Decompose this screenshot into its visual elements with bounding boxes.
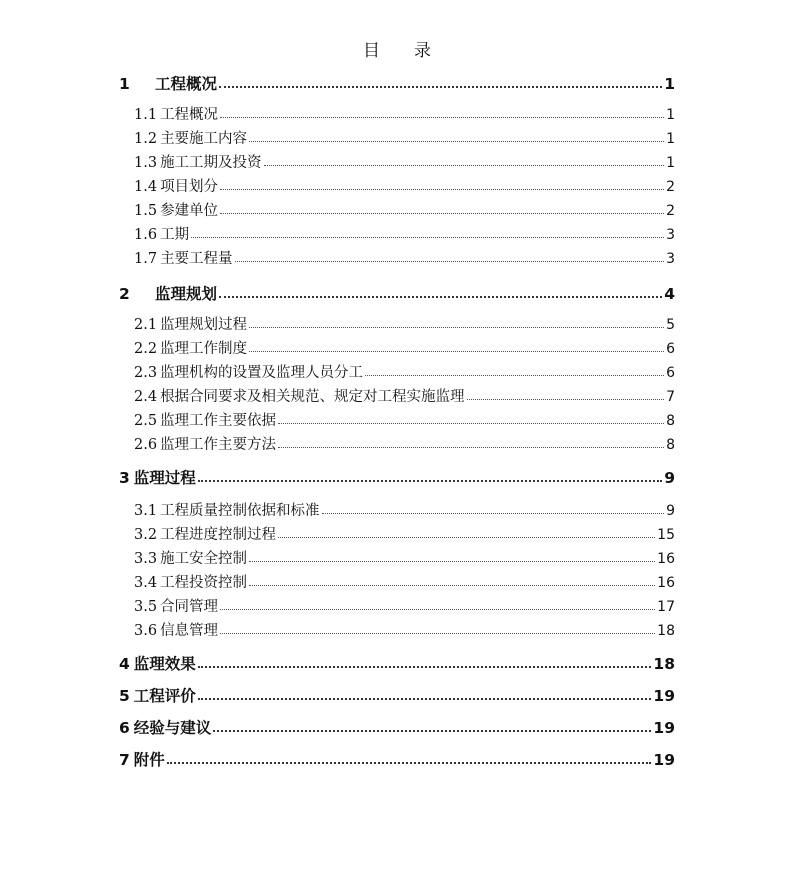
toc-entry-label: 监理规划 [155, 285, 218, 303]
toc-entry-level1[interactable] [119, 652, 675, 674]
dot-leader [278, 537, 655, 538]
toc-entry-label: 经验与建议 [133, 719, 212, 737]
toc-entry-page-number: 16 [657, 551, 675, 567]
toc-entry-page-number: 19 [653, 719, 675, 737]
toc-entry-label: 合同管理 [160, 599, 219, 615]
toc-entry-number: 2.1 [134, 317, 158, 333]
toc-entry-label: 监理工作主要依据 [160, 413, 277, 429]
toc-entry-page-number: 3 [666, 251, 675, 267]
toc-entry-number: 1.3 [134, 155, 158, 171]
toc-entry-level1[interactable] [119, 282, 675, 304]
toc-entry-page-number: 19 [653, 687, 675, 705]
dot-leader [220, 213, 664, 214]
toc-entry-number: 3.5 [134, 599, 158, 615]
toc-entry-number: 6 [119, 719, 130, 737]
toc-entry-number: 3 [119, 469, 130, 487]
dot-leader [235, 261, 665, 262]
toc-entry-level2[interactable] [134, 409, 675, 430]
toc-entry-label: 监理效果 [133, 655, 196, 673]
dot-leader [249, 327, 664, 328]
toc-entry-page-number: 5 [666, 317, 675, 333]
toc-entry-page-number: 16 [657, 575, 675, 591]
dot-leader [278, 447, 664, 448]
dot-leader [278, 423, 664, 424]
dot-leader [167, 762, 652, 764]
toc-entry-label: 工程评价 [133, 687, 196, 705]
toc-entry-number: 4 [119, 655, 130, 673]
toc-entry-page-number: 9 [664, 469, 675, 487]
toc-entry-level2[interactable] [134, 361, 675, 382]
toc-entry-page-number: 3 [666, 227, 675, 243]
toc-entry-label: 工期 [160, 227, 190, 243]
toc-entry-level2[interactable] [134, 523, 675, 544]
toc-entry-level2[interactable] [134, 103, 675, 124]
toc-entry-number: 2.5 [134, 413, 158, 429]
toc-entry-number: 2.6 [134, 437, 158, 453]
toc-entry-number: 2.2 [134, 341, 158, 357]
dot-leader [322, 513, 665, 514]
toc-entry-label: 附件 [133, 751, 165, 769]
dot-leader [198, 698, 652, 700]
toc-title: 目 录 [363, 41, 431, 61]
toc-entry-number: 3.2 [134, 527, 158, 543]
toc-entry-page-number: 4 [664, 285, 675, 303]
toc-entry-level2[interactable] [134, 337, 675, 358]
toc-entry-number: 1.4 [134, 179, 158, 195]
dot-leader [249, 351, 664, 352]
toc-entry-page-number: 1 [666, 155, 675, 171]
toc-entry-number: 2 [119, 285, 130, 303]
toc-entry-label: 监理机构的设置及监理人员分工 [160, 365, 364, 381]
toc-entry-number: 3.3 [134, 551, 158, 567]
dot-leader [198, 666, 652, 668]
dot-leader [467, 399, 665, 400]
toc-entry-page-number: 7 [666, 389, 675, 405]
toc-entry-level2[interactable] [134, 595, 675, 616]
toc-entry-label: 工程进度控制过程 [160, 527, 277, 543]
toc-entry-page-number: 18 [657, 623, 675, 639]
toc-entry-page-number: 1 [666, 131, 675, 147]
dot-leader [249, 585, 655, 586]
toc-entry-level1[interactable] [119, 748, 675, 770]
toc-entry-page-number: 2 [666, 179, 675, 195]
toc-entry-label: 项目划分 [160, 179, 219, 195]
toc-entry-number: 1.5 [134, 203, 158, 219]
toc-entry-level2[interactable] [134, 385, 675, 406]
toc-entry-level1[interactable] [119, 72, 675, 94]
toc-entry-label: 施工安全控制 [160, 551, 248, 567]
toc-entry-page-number: 8 [666, 413, 675, 429]
toc-entry-level2[interactable] [134, 199, 675, 220]
dot-leader [220, 633, 655, 634]
dot-leader [249, 141, 664, 142]
toc-entry-page-number: 1 [666, 107, 675, 123]
dot-leader [365, 375, 664, 376]
toc-entry-number: 1.1 [134, 107, 158, 123]
toc-entry-label: 监理规划过程 [160, 317, 248, 333]
toc-entry-number: 2.4 [134, 389, 158, 405]
toc-entry-page-number: 6 [666, 365, 675, 381]
toc-entry-page-number: 2 [666, 203, 675, 219]
toc-entry-label: 主要施工内容 [160, 131, 248, 147]
toc-entry-level2[interactable] [134, 571, 675, 592]
toc-entry-number: 5 [119, 687, 130, 705]
toc-entry-level2[interactable] [134, 175, 675, 196]
toc-entry-level2[interactable] [134, 313, 675, 334]
dot-leader [191, 237, 664, 238]
toc-entry-label: 工程概况 [155, 75, 218, 93]
toc-entry-label: 主要工程量 [160, 251, 233, 267]
dot-leader [213, 730, 651, 732]
toc-entry-label: 监理工作制度 [160, 341, 248, 357]
toc-entry-page-number: 8 [666, 437, 675, 453]
toc-entry-level1[interactable] [119, 466, 675, 488]
dot-leader [220, 117, 664, 118]
toc-entry-label: 工程概况 [160, 107, 219, 123]
toc-entry-level2[interactable] [134, 619, 675, 640]
toc-entry-page-number: 17 [657, 599, 675, 615]
toc-entry-label: 工程质量控制依据和标准 [160, 503, 320, 519]
dot-leader [219, 296, 662, 298]
toc-entry-page-number: 9 [666, 503, 675, 519]
toc-entry-level2[interactable] [134, 433, 675, 454]
toc-entry-label: 施工工期及投资 [160, 155, 262, 171]
dot-leader [198, 480, 662, 482]
toc-entry-page-number: 18 [653, 655, 675, 673]
toc-entry-level2[interactable] [134, 547, 675, 568]
toc-entry-level2[interactable] [134, 247, 675, 268]
toc-entry-level2[interactable] [134, 127, 675, 148]
dot-leader [264, 165, 665, 166]
toc-entry-label: 信息管理 [160, 623, 219, 639]
toc-entry-label: 监理过程 [133, 469, 196, 487]
toc-entry-number: 1 [119, 75, 130, 93]
toc-entry-level1[interactable] [119, 716, 675, 738]
toc-entry-label: 参建单位 [160, 203, 219, 219]
toc-entry-label: 根据合同要求及相关规范、规定对工程实施监理 [160, 389, 465, 405]
toc-entry-number: 1.2 [134, 131, 158, 147]
dot-leader [220, 189, 664, 190]
toc-entry-page-number: 15 [657, 527, 675, 543]
toc-entry-number: 3.1 [134, 503, 158, 519]
toc-entry-page-number: 6 [666, 341, 675, 357]
toc-entry-number: 3.4 [134, 575, 158, 591]
toc-entry-label: 监理工作主要方法 [160, 437, 277, 453]
toc-entry-level1[interactable] [119, 684, 675, 706]
toc-entry-page-number: 1 [664, 75, 675, 93]
toc-entry-number: 7 [119, 751, 130, 769]
toc-entry-number: 2.3 [134, 365, 158, 381]
dot-leader [249, 561, 655, 562]
toc-entry-level2[interactable] [134, 499, 675, 520]
toc-entry-level2[interactable] [134, 151, 675, 172]
toc-entry-level2[interactable] [134, 223, 675, 244]
toc-entry-page-number: 19 [653, 751, 675, 769]
toc-entry-label: 工程投资控制 [160, 575, 248, 591]
toc-entry-number: 1.7 [134, 251, 158, 267]
dot-leader [219, 86, 662, 88]
toc-entry-number: 3.6 [134, 623, 158, 639]
dot-leader [220, 609, 655, 610]
toc-entry-number: 1.6 [134, 227, 158, 243]
